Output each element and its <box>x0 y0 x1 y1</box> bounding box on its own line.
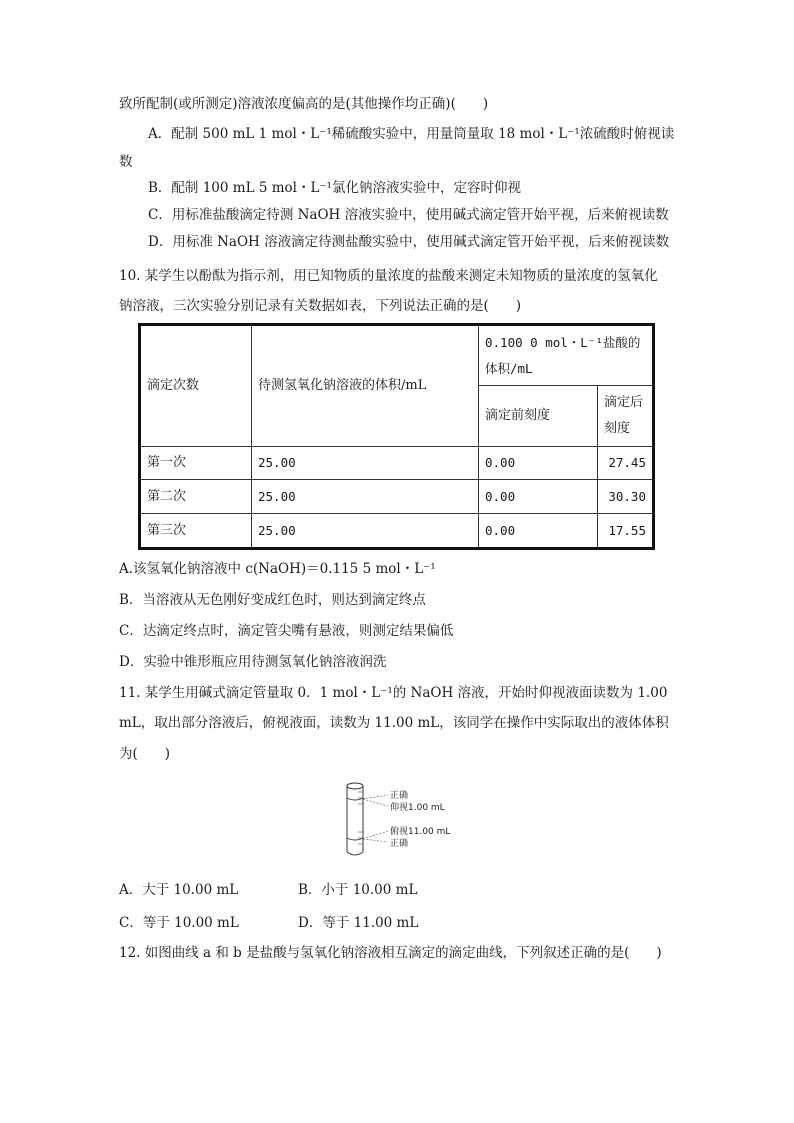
table-row <box>140 446 654 480</box>
q9-option-b: B．配制 100 mL 5 mol・L⁻¹氯化钠溶液实验中，定容时仰视 <box>148 180 521 196</box>
table-header-row <box>140 325 654 386</box>
sight-line-look-up <box>363 799 388 806</box>
q11-stem-line1: 11. 某学生用碱式滴定管量取 0．1 mol・L⁻¹的 NaOH 溶液，开始时仰视液面读数为 1.00 <box>119 685 668 701</box>
header-before-reading: 滴定前刻度 <box>479 386 598 446</box>
table-row <box>140 480 654 514</box>
q9-option-d: D．用标准 NaOH 溶液滴定待测盐酸实验中，使用碱式滴定管开始平视，后来俯视读数 <box>148 234 670 250</box>
row-before: 0.00 <box>479 514 598 549</box>
q12-stem: 12. 如图曲线 a 和 b 是盐酸与氢氧化钠溶液相互滴定的滴定曲线，下列叙述正确的是( ) <box>119 945 662 961</box>
q10-option-a: A.该氢氧化钠溶液中 c(NaOH)＝0.115 5 mol・L⁻¹ <box>119 561 436 577</box>
titration-data-table <box>138 323 655 550</box>
row-label: 第二次 <box>140 480 252 514</box>
row-before: 0.00 <box>479 446 598 480</box>
sight-line-correct-top <box>363 795 388 799</box>
burette-bottom <box>347 852 363 855</box>
q10-stem-line2: 钠溶液，三次实验分别记录有关数据如表，下列说法正确的是( ) <box>119 298 522 314</box>
burette-reading-figure <box>330 778 470 864</box>
q11-option-b: B．小于 10.00 mL <box>298 882 418 898</box>
q10-option-b: B．当溶液从无色刚好变成红色时，则达到滴定终点 <box>119 592 426 608</box>
row-after: 27.45 <box>598 446 654 480</box>
q11-option-a: A．大于 10.00 mL <box>119 882 239 898</box>
row-before: 0.00 <box>479 480 598 514</box>
label-correct-top: 正确 <box>390 791 409 801</box>
row-volume: 25.00 <box>252 514 479 549</box>
row-label: 第一次 <box>140 446 252 480</box>
q10-stem-line1: 10. 某学生以酚酞为指示剂，用已知物质的量浓度的盐酸来测定未知物质的量浓度的氢氧化 <box>119 268 658 284</box>
header-titration-count: 滴定次数 <box>140 325 252 447</box>
q9-option-a: A．配制 500 mL 1 mol・L⁻¹稀硫酸实验中，用量筒量取 18 mol・L⁻¹浓硫酸时俯视读 <box>148 126 675 142</box>
sight-line-look-down <box>363 831 388 839</box>
q11-option-c: C．等于 10.00 mL <box>119 915 239 931</box>
row-volume: 25.00 <box>252 446 479 480</box>
sight-line-correct-bottom <box>363 839 388 842</box>
q9-option-c: C．用标准盐酸滴定待测 NaOH 溶液实验中，使用碱式滴定管开始平视，后来俯视读数 <box>148 207 669 223</box>
row-label: 第三次 <box>140 514 252 549</box>
label-look-down: 俯视11.00 mL <box>390 827 451 837</box>
q11-option-d: D．等于 11.00 mL <box>298 915 419 931</box>
header-naoh-volume: 待测氢氧化钠溶液的体积/mL <box>252 325 479 447</box>
label-correct-bottom: 正确 <box>390 839 409 849</box>
q10-option-d: D．实验中锥形瓶应用待测氢氧化钠溶液润洗 <box>119 654 387 670</box>
q11-stem-line3: 为( ) <box>119 746 171 762</box>
q10-option-c: C．达滴定终点时，滴定管尖嘴有悬液，则测定结果偏低 <box>119 623 454 639</box>
label-look-up: 仰视1.00 mL <box>390 803 445 813</box>
q11-stem-line2: mL，取出部分溶液后，俯视液面，读数为 11.00 mL，该同学在操作中实际取出的液体体积 <box>119 715 669 731</box>
burette-top-rim <box>347 783 363 789</box>
row-after: 17.55 <box>598 514 654 549</box>
q9-option-a-wrap: 数 <box>119 154 133 170</box>
q9-stem: 致所配制(或所测定)溶液浓度偏高的是(其他操作均正确)( ) <box>119 96 489 112</box>
row-volume: 25.00 <box>252 480 479 514</box>
row-after: 30.30 <box>598 480 654 514</box>
header-hcl-volume: 0.100 0 mol・L⁻¹盐酸的 体积/mL <box>479 325 654 386</box>
header-after-reading: 滴定后 刻度 <box>598 386 654 446</box>
table-row <box>140 514 654 549</box>
